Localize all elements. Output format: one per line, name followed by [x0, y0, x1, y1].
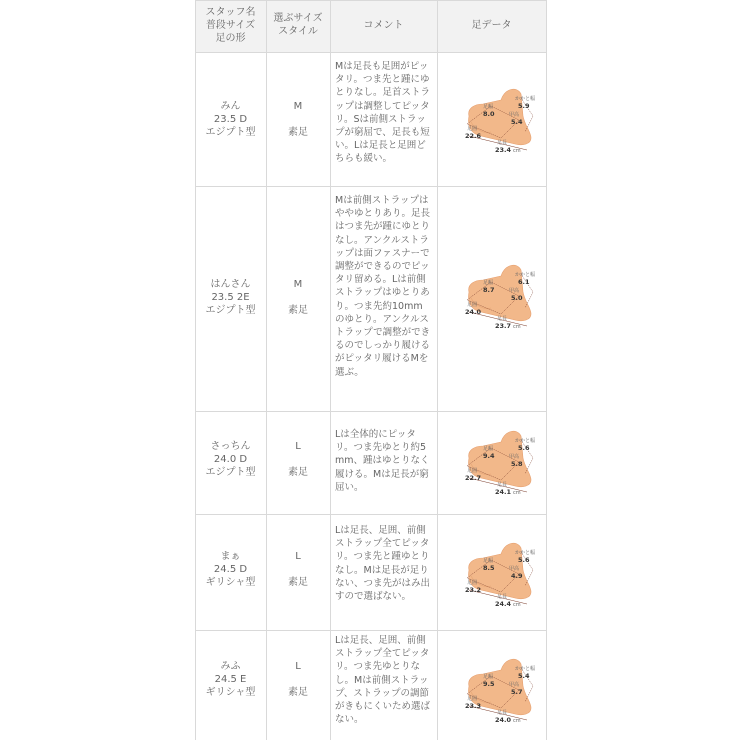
label-heel: かかと幅	[515, 550, 536, 556]
label-length: 足長	[497, 710, 508, 716]
value-heel: 5.9	[518, 102, 530, 110]
header-staff	[195, 6, 266, 45]
foot-diagram	[461, 262, 543, 334]
staff-name: みん	[220, 101, 241, 112]
staff-foot-shape: ギリシャ型	[205, 577, 256, 588]
chosen-size: L	[295, 661, 301, 672]
staff-name: はんさん	[210, 279, 251, 290]
value-ball: 22.7	[465, 474, 482, 482]
size-cell	[266, 660, 330, 699]
value-ball: 23.3	[465, 702, 482, 710]
row-divider	[195, 52, 547, 53]
row-divider	[195, 514, 547, 515]
chosen-size: L	[295, 441, 301, 452]
label-ball: 足囲	[467, 580, 478, 586]
label-ball: 足囲	[467, 696, 478, 702]
foot-svg	[461, 540, 543, 612]
table-border-right	[546, 0, 547, 740]
size-cell	[266, 278, 330, 317]
value-width: 8.0	[483, 110, 495, 118]
value-width: 8.7	[483, 286, 495, 294]
staff-foot-shape: エジプト型	[205, 467, 256, 478]
foot-diagram	[461, 656, 543, 728]
staff-cell	[195, 440, 266, 479]
label-instep: 甲高	[509, 288, 520, 294]
value-width: 9.4	[483, 452, 495, 460]
value-instep: 4.9	[511, 572, 523, 580]
value-width: 9.5	[483, 680, 495, 688]
header-staff-line: スタッフ名	[205, 7, 256, 18]
value-length: 23.4	[495, 146, 512, 154]
wear-style: 素足	[288, 305, 308, 316]
value-instep: 5.8	[511, 460, 523, 468]
label-length: 足長	[497, 316, 508, 322]
label-unit: cm	[513, 602, 521, 608]
label-width: 足幅	[483, 674, 494, 680]
staff-name: さっちん	[210, 441, 251, 452]
comment-text: Lは足長、足囲、前側ストラップ全てピッタリ。つま先ゆとりなし。Mは前側ストラップ、ストラップの調節がきもにくいため選ばない。	[335, 635, 431, 726]
header-staff-line: 足の形	[215, 33, 246, 44]
staff-usual-size: 24.0 D	[213, 454, 248, 465]
wear-style: 素足	[288, 577, 308, 588]
foot-svg	[461, 86, 543, 158]
value-width: 8.5	[483, 564, 495, 572]
label-length: 足長	[497, 594, 508, 600]
value-ball: 22.6	[465, 132, 482, 140]
wear-style: 素足	[288, 127, 308, 138]
header-foot-data: 足データ	[471, 20, 512, 31]
wear-style: 素足	[288, 467, 308, 478]
label-unit: cm	[513, 718, 521, 724]
label-heel: かかと幅	[515, 438, 536, 444]
comment-text: Mは足長も足囲がピッタリ。つま先と踵にゆとりなし。足首ストラップは調整してピッタリ。Sは前側ストラップが窮屈で、足長も短い。Lは足長と足囲どちらも緩い。	[335, 61, 431, 165]
staff-name: まぁ	[220, 551, 241, 562]
row-divider	[195, 411, 547, 412]
label-ball: 足囲	[467, 468, 478, 474]
staff-cell	[195, 278, 266, 317]
chosen-size: M	[293, 101, 303, 112]
foot-svg	[461, 656, 543, 728]
staff-foot-shape: エジプト型	[205, 305, 256, 316]
staff-cell	[195, 100, 266, 139]
staff-usual-size: 23.5 2E	[211, 292, 250, 303]
table-divider-2	[330, 0, 331, 740]
label-length: 足長	[497, 482, 508, 488]
size-cell	[266, 550, 330, 589]
label-instep: 甲高	[509, 682, 520, 688]
label-ball: 足囲	[467, 302, 478, 308]
staff-cell	[195, 660, 266, 699]
label-unit: cm	[513, 490, 521, 496]
value-length: 23.7	[495, 322, 512, 330]
comment-text: Lは足長、足囲、前側ストラップ全てピッタリ。つま先と踵ゆとりなし。Mは足長が足りない、つま先がはみ出すので選ばない。	[335, 525, 431, 603]
value-heel: 5.6	[518, 556, 530, 564]
header-size-line: スタイル	[278, 26, 318, 37]
label-instep: 甲高	[509, 566, 520, 572]
label-unit: cm	[513, 324, 521, 330]
row-divider	[195, 630, 547, 631]
value-instep: 5.7	[511, 688, 523, 696]
table-divider-3	[437, 0, 438, 740]
label-length: 足長	[497, 140, 508, 146]
label-heel: かかと幅	[515, 272, 536, 278]
value-length: 24.4	[495, 600, 512, 608]
label-unit: cm	[513, 148, 521, 154]
header-size-line: 選ぶサイズ	[273, 13, 323, 24]
wear-style: 素足	[288, 687, 308, 698]
value-ball: 23.2	[465, 586, 482, 594]
foot-svg	[461, 262, 543, 334]
foot-diagram	[461, 428, 543, 500]
comment-text: Mは前側ストラップはややゆとりあり。足長はつま先が踵にゆとりなし。アンクルストラップは面ファスナーで調整ができるのでピッタリ留める。Lは前側ストラップはゆとりあり。つま先約10mmのゆとり。アンクルストラップで調整ができるのでしっかり履けるがピッタリ履けるMを選ぶ。	[335, 195, 431, 378]
value-length: 24.0	[495, 716, 512, 724]
label-instep: 甲高	[509, 112, 520, 118]
header-staff-line: 普段サイズ	[205, 20, 256, 31]
staff-usual-size: 23.5 D	[213, 114, 248, 125]
label-heel: かかと幅	[515, 666, 536, 672]
value-ball: 24.0	[465, 308, 482, 316]
header-size	[266, 12, 330, 38]
label-width: 足幅	[483, 280, 494, 286]
size-cell	[266, 100, 330, 139]
label-width: 足幅	[483, 104, 494, 110]
label-instep: 甲高	[509, 454, 520, 460]
staff-foot-shape: ギリシャ型	[205, 687, 256, 698]
value-heel: 5.4	[518, 672, 530, 680]
value-heel: 6.1	[518, 278, 530, 286]
label-width: 足幅	[483, 446, 494, 452]
staff-foot-shape: エジプト型	[205, 127, 256, 138]
size-cell	[266, 440, 330, 479]
value-instep: 5.4	[511, 118, 523, 126]
staff-name: みふ	[220, 661, 241, 672]
chosen-size: L	[295, 551, 301, 562]
row-divider	[195, 186, 547, 187]
staff-usual-size: 24.5 E	[214, 674, 247, 685]
foot-diagram	[461, 86, 543, 158]
label-width: 足幅	[483, 558, 494, 564]
row-divider	[195, 0, 547, 1]
header-comment: コメント	[363, 20, 404, 31]
comment-text: Lは全体的にピッタリ。つま先ゆとり約5mm、踵はゆとりなく履ける。Mは足長が窮屈い。	[335, 429, 430, 493]
label-heel: かかと幅	[515, 96, 536, 102]
value-instep: 5.0	[511, 294, 523, 302]
value-length: 24.1	[495, 488, 512, 496]
staff-cell	[195, 550, 266, 589]
label-ball: 足囲	[467, 126, 478, 132]
chosen-size: M	[293, 279, 303, 290]
foot-svg	[461, 428, 543, 500]
value-heel: 5.6	[518, 444, 530, 452]
staff-usual-size: 24.5 D	[213, 564, 248, 575]
foot-diagram	[461, 540, 543, 612]
